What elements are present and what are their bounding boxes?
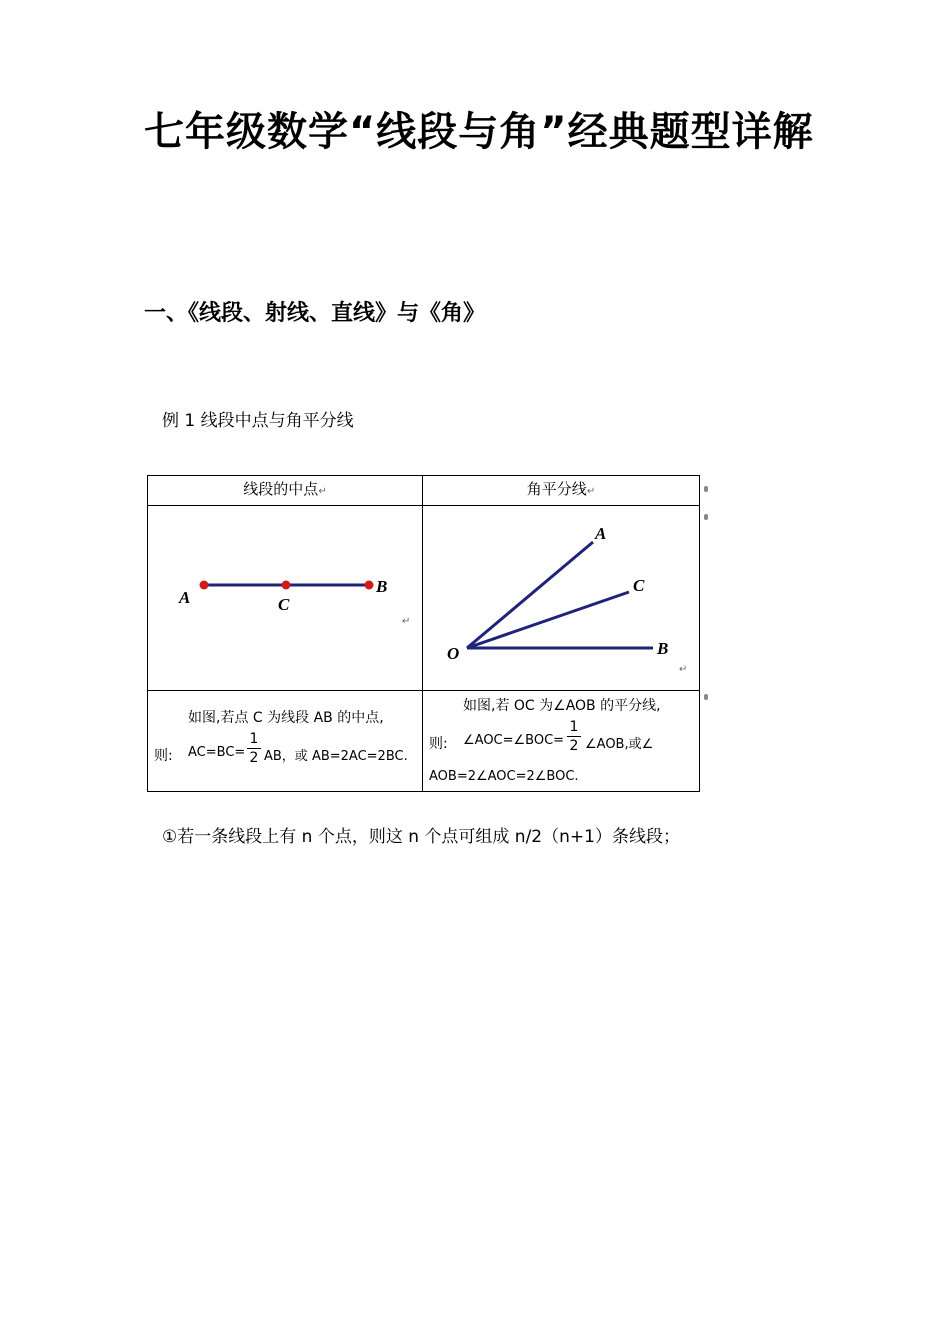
margin-marker bbox=[704, 486, 708, 492]
figure-table bbox=[147, 475, 700, 792]
label-a: A bbox=[179, 588, 191, 607]
example-figure bbox=[144, 470, 704, 790]
angle-text-line1: 如图,若 OC 为∠AOB 的平分线, bbox=[463, 698, 661, 714]
margin-marker bbox=[704, 694, 708, 700]
return-mark: ↵ bbox=[586, 486, 596, 497]
segment-text-eq1: AC=BC= bbox=[188, 745, 246, 760]
label-o: O bbox=[447, 644, 460, 663]
right-header-cell bbox=[423, 476, 700, 506]
label-b: B bbox=[376, 577, 388, 596]
point-a bbox=[200, 581, 209, 590]
point-c bbox=[282, 581, 291, 590]
label-c: C bbox=[633, 576, 645, 595]
page-title: 七年级数学“线段与角”经典题型详解 bbox=[144, 109, 814, 155]
example-label: 例 1 线段中点与角平分线 bbox=[162, 411, 354, 431]
margin-marker bbox=[704, 514, 708, 520]
segment-explanation-cell bbox=[148, 691, 423, 792]
angle-diagram bbox=[423, 506, 699, 686]
left-header-cell bbox=[148, 476, 423, 506]
label-c: C bbox=[278, 595, 290, 614]
return-mark: ↵ bbox=[318, 486, 327, 497]
fraction-one-half bbox=[247, 731, 261, 766]
fraction-bar bbox=[567, 736, 581, 737]
fraction-denominator: 2 bbox=[249, 750, 259, 766]
note-line: ①若一条线段上有 n 个点，则这 n 个点可组成 n/2（n+1）条线段； bbox=[162, 827, 680, 847]
right-header: 角平分线 bbox=[526, 480, 587, 498]
segment-diagram-cell bbox=[148, 506, 423, 691]
point-b bbox=[365, 581, 374, 590]
fraction-numerator: 1 bbox=[249, 731, 259, 747]
segment-text-line1: 如图,若点 C 为线段 AB 的中点, bbox=[188, 710, 384, 726]
angle-explanation-cell bbox=[423, 691, 700, 792]
angle-text-prefix: 则: bbox=[429, 736, 448, 752]
segment-diagram bbox=[148, 506, 422, 686]
return-mark: ↵ bbox=[402, 616, 411, 627]
angle-text-line3: AOB=2∠AOC=2∠BOC. bbox=[429, 769, 579, 784]
fraction-bar bbox=[247, 748, 261, 749]
angle-diagram-cell bbox=[423, 506, 700, 691]
angle-text-eq1: ∠AOC=∠BOC= bbox=[463, 733, 565, 748]
label-a: A bbox=[595, 524, 607, 543]
segment-text-prefix: 则: bbox=[154, 748, 173, 764]
return-mark: ↵ bbox=[679, 664, 688, 675]
fraction-denominator: 2 bbox=[569, 738, 579, 754]
angle-text-eq2: ∠AOB,或∠ bbox=[585, 737, 654, 752]
label-b: B bbox=[657, 639, 669, 658]
left-header: 线段的中点 bbox=[243, 480, 319, 498]
section-heading: 一、《线段、射线、直线》与《角》 bbox=[144, 301, 486, 326]
ray-oa bbox=[467, 542, 593, 648]
fraction-numerator: 1 bbox=[569, 719, 579, 735]
ray-oc bbox=[467, 592, 629, 648]
segment-text-eq2: AB，或 AB=2AC=2BC. bbox=[264, 749, 408, 764]
fraction-one-half bbox=[567, 719, 581, 754]
